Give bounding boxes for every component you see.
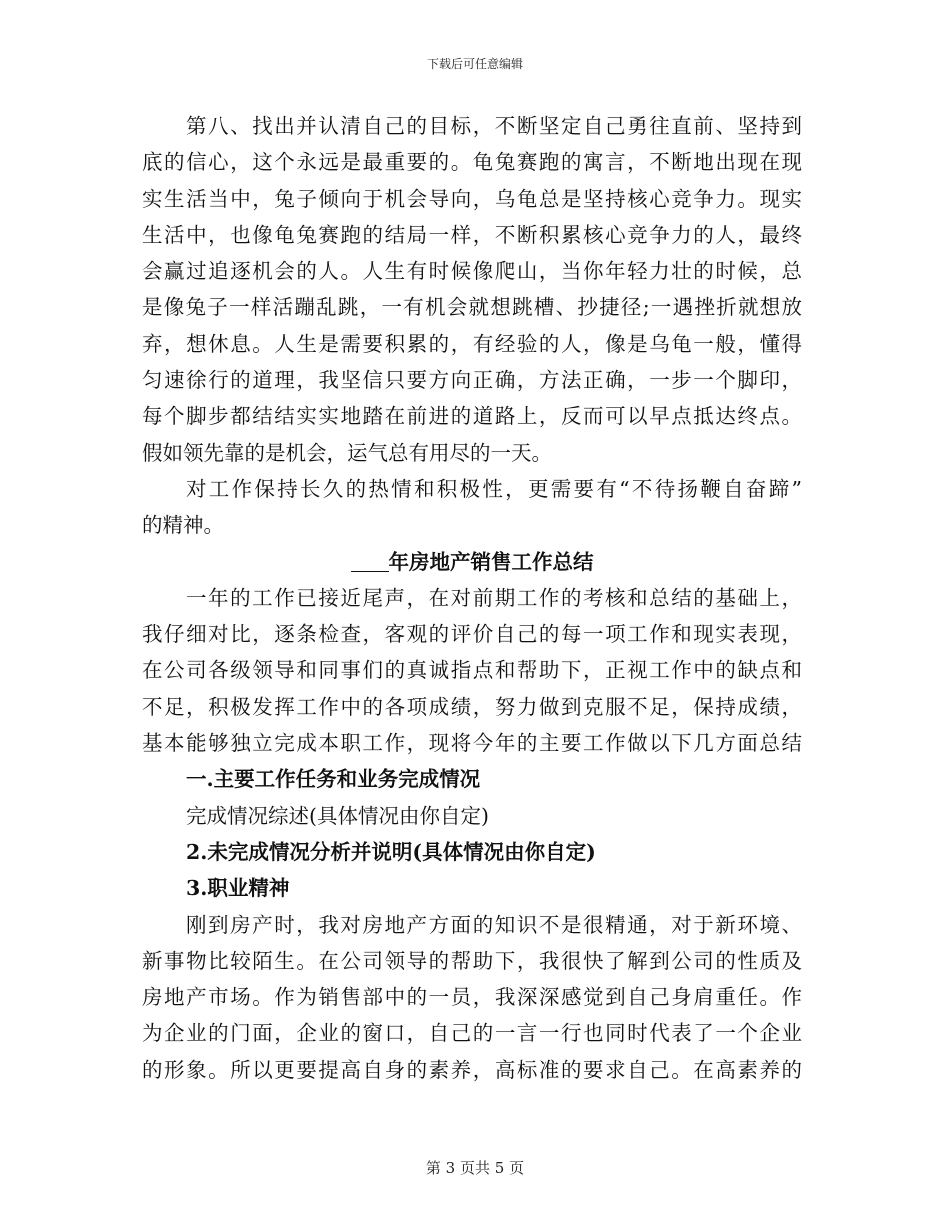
title-blank-underline: [351, 551, 389, 572]
text-line: 新事物比较陌生。在公司领导的帮助下，我很快了解到公司的性质及: [142, 948, 802, 973]
text-line: 的形象。所以更要提高自身的素养，高标准的要求自己。在高素养的: [142, 1057, 802, 1082]
heading-main-tasks: 一.主要工作任务和业务完成情况: [186, 767, 481, 792]
text-line: 第八、找出并认清自己的目标，不断坚定自己勇往直前、坚持到: [186, 114, 802, 138]
heading-incomplete: 2.未完成情况分析并说明(具体情况由你自定): [186, 839, 596, 864]
paragraph-intro: [142, 580, 802, 761]
text-line: 实生活当中，兔子倾向于机会导向，乌龟总是坚持核心竞争力。现实: [142, 186, 802, 211]
text-line: 弃，想休息。人生是需要积累的，有经验的人，像是乌龟一般，懂得: [142, 331, 802, 356]
text-line: 的精神。: [142, 513, 224, 538]
text-line: 每个脚步都结结实实地踏在前进的道路上，反而可以早点抵达终点。: [142, 404, 802, 429]
summary-line: 完成情况综述(具体情况由你自定): [186, 803, 489, 828]
text-line: 不足，积极发挥工作中的各项成绩，努力做到克服不足，保持成绩，: [142, 694, 802, 719]
text-line: 生活中，也像龟兔赛跑的结局一样，不断积累核心竞争力的人，最终: [142, 222, 802, 247]
text-line: 匀速徐行的道理，我坚信只要方向正确，方法正确，一步一个脚印，: [142, 368, 802, 393]
text-line: 假如领先靠的是机会，运气总有用尽的一天。: [142, 440, 552, 465]
paragraph-enthusiasm: [142, 471, 802, 544]
section-title-text: 年房地产销售工作总结: [388, 549, 594, 574]
page-header: 下载后可任意编辑: [426, 57, 523, 71]
text-line: 是像兔子一样活蹦乱跳，一有机会就想跳槽、抄捷径;一遇挫折就想放: [142, 295, 802, 320]
heading-professionalism: 3.职业精神: [186, 876, 290, 901]
text-line: 一年的工作已接近尾声，在对前期工作的考核和总结的基础上，: [186, 585, 802, 610]
text-line: 为企业的门面，企业的窗口，自己的一言一行也同时代表了一个企业: [142, 1021, 802, 1046]
paragraph-professionalism: [142, 907, 802, 1088]
text-line: 会赢过追逐机会的人。人生有时候像爬山，当你年轻力壮的时候，总: [142, 259, 802, 284]
section-title: [142, 544, 802, 580]
document-body: [142, 108, 802, 1088]
text-line: 基本能够独立完成本职工作，现将今年的主要工作做以下几方面总结: [142, 731, 802, 756]
text-line: 底的信心，这个永远是最重要的。龟兔赛跑的寓言，不断地出现在现: [142, 150, 802, 175]
text-line: 我仔细对比，逐条检查，客观的评价自己的每一项工作和现实表现，: [142, 622, 802, 647]
page-footer: 第 3 页共 5 页: [425, 1159, 525, 1177]
text-line: 房地产市场。作为销售部中的一员，我深深感觉到自己身肩重任。作: [142, 985, 802, 1010]
text-line: 在公司各级领导和同事们的真诚指点和帮助下，正视工作中的缺点和: [142, 658, 802, 683]
paragraph-goal: [142, 108, 802, 471]
text-line: 对工作保持长久的热情和积极性，更需要有“不待扬鞭自奋蹄”: [186, 476, 802, 501]
text-line: 刚到房产时，我对房地产方面的知识不是很精通，对于新环境、: [186, 912, 802, 937]
